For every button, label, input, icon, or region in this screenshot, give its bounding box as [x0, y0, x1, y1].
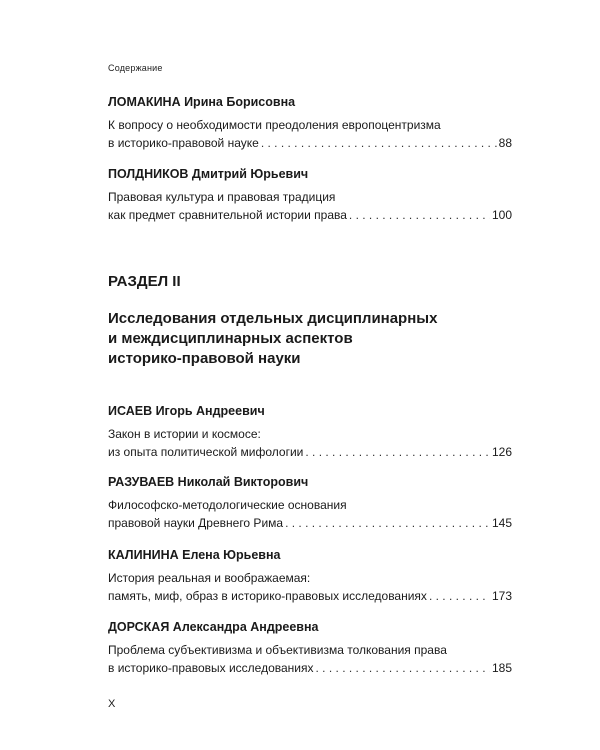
section-title-line: и междисциплинарных аспектов	[108, 330, 353, 347]
section-title	[108, 309, 512, 369]
dot-leader	[349, 206, 490, 224]
entry-page-number: 185	[491, 661, 512, 675]
section-label: РАЗДЕЛ II	[108, 273, 181, 290]
entry-page-number: 126	[491, 445, 512, 459]
dot-leader	[305, 443, 490, 461]
entry-title-line: Правовая культура и правовая традиция	[108, 190, 336, 204]
entry-leader-line	[108, 659, 512, 677]
section-title-line: историко-правовой науки	[108, 350, 301, 367]
toc-entry	[108, 404, 512, 461]
page-number: X	[108, 698, 116, 710]
dot-leader	[261, 134, 497, 152]
entry-title-line: Закон в истории и космосе:	[108, 427, 261, 441]
dot-leader	[285, 514, 490, 532]
entry-leader-line	[108, 134, 512, 152]
entry-title-line: Философско-методологические основания	[108, 498, 347, 512]
entry-title-line: в историко-правовых исследованиях	[108, 661, 314, 675]
entry-leader-line	[108, 587, 512, 605]
running-header: Содержание	[108, 63, 163, 73]
entry-author: РАЗУВАЕВ Николай Викторович	[108, 475, 309, 489]
entry-title-line: в историко-правовой науке	[108, 136, 259, 150]
dot-leader	[429, 587, 490, 605]
section-title-line: Исследования отдельных дисциплинарных	[108, 310, 438, 327]
entry-title-line: из опыта политической мифологии	[108, 445, 304, 459]
entry-page-number: 173	[491, 589, 512, 603]
entry-page-number: 88	[498, 136, 512, 150]
dot-leader	[316, 659, 490, 677]
entry-title-line: История реальная и воображаемая:	[108, 571, 311, 585]
entry-leader-line	[108, 443, 512, 461]
toc-entry	[108, 620, 512, 677]
entry-author: ПОЛДНИКОВ Дмитрий Юрьевич	[108, 167, 309, 181]
toc-entry	[108, 548, 512, 605]
entry-page-number: 100	[491, 208, 512, 222]
toc-entry	[108, 475, 512, 532]
toc-entry	[108, 95, 512, 152]
entry-title-line: правовой науки Древнего Рима	[108, 516, 284, 530]
entry-title-line: как предмет сравнительной истории права	[108, 208, 347, 222]
entry-leader-line	[108, 514, 512, 532]
entry-author: ЛОМАКИНА Ирина Борисовна	[108, 95, 296, 109]
entry-author: ДОРСКАЯ Александра Андреевна	[108, 620, 319, 634]
entry-author: ИСАЕВ Игорь Андреевич	[108, 404, 265, 418]
entry-title-line: память, миф, образ в историко-правовых исследованиях	[108, 589, 427, 603]
entry-page-number: 145	[491, 516, 512, 530]
entry-title-line: Проблема субъективизма и объективизма толкования права	[108, 643, 447, 657]
entry-author: КАЛИНИНА Елена Юрьевна	[108, 548, 281, 562]
entry-leader-line	[108, 206, 512, 224]
toc-entry	[108, 167, 512, 224]
entry-title-line: К вопросу о необходимости преодоления европоцентризма	[108, 118, 441, 132]
